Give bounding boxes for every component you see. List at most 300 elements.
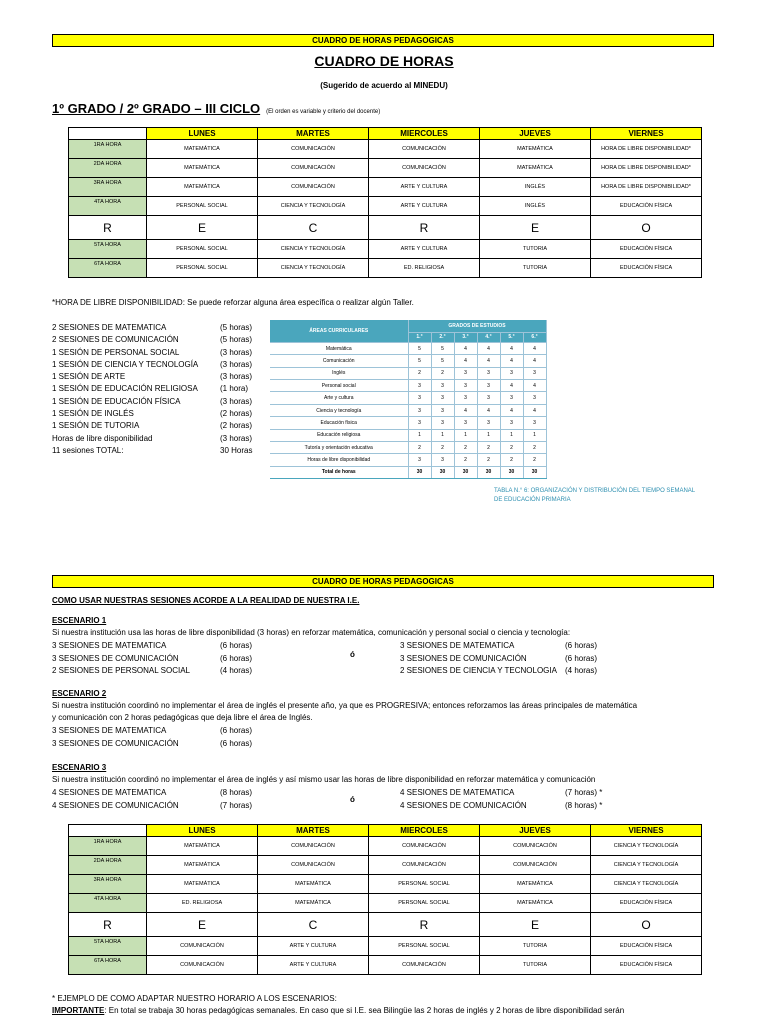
day-header: MIERCOLES <box>369 825 480 837</box>
recreo-letter: E <box>147 216 258 240</box>
subject-cell: COMUNICACIÓN <box>258 837 369 856</box>
session-label: 1 SESIÓN DE EDUCACIÓN FÍSICA <box>52 396 181 406</box>
session-hours: (5 horas) <box>220 323 253 332</box>
area-hours: 2 <box>431 442 454 454</box>
grade-header: 2.° <box>431 332 454 342</box>
session-hours: (3 horas) <box>220 396 253 406</box>
area-hours: 2 <box>477 442 500 454</box>
hour-label: 5TA HORA <box>69 937 147 956</box>
session-label: 4 SESIONES DE MATEMATICA <box>52 788 167 797</box>
session-hours: (8 horas) <box>220 788 253 797</box>
subject-cell: PERSONAL SOCIAL <box>369 937 480 956</box>
area-name: Comunicación <box>270 355 408 367</box>
subject-cell: PERSONAL SOCIAL <box>369 894 480 913</box>
subject-cell: MATEMÁTICA <box>147 875 258 894</box>
session-hours: (4 horas) <box>220 666 253 675</box>
area-hours: 3 <box>500 367 523 379</box>
scenario-2-title: ESCENARIO 2 <box>52 689 107 698</box>
recreo-letter: E <box>480 216 591 240</box>
session-label: 4 SESIONES DE MATEMATICA <box>400 788 515 797</box>
session-label: 1 SESIÓN DE CIENCIA Y TECNOLOGÍA <box>52 359 199 369</box>
area-hours: 4 <box>523 404 546 416</box>
session-row <box>52 800 262 813</box>
session-hours: (6 horas) <box>220 726 253 735</box>
total-value: 30 <box>431 466 454 478</box>
area-hours: 3 <box>454 367 477 379</box>
session-hours: (6 horas) <box>220 653 253 663</box>
area-hours: 5 <box>408 355 431 367</box>
subject-cell: EDUCACIÓN FÍSICA <box>591 240 702 259</box>
subject-cell: COMUNICACIÓN <box>258 140 369 159</box>
recreo-letter: E <box>147 913 258 937</box>
scenario-3-right <box>400 787 610 812</box>
subject-cell: MATEMÁTICA <box>147 140 258 159</box>
hour-label: 1RA HORA <box>69 140 147 159</box>
day-header: MARTES <box>258 128 369 140</box>
area-hours: 3 <box>408 454 431 466</box>
session-label: Horas de libre disponibilidad <box>52 433 153 443</box>
day-header: JUEVES <box>480 825 591 837</box>
recreo-letter: E <box>480 913 591 937</box>
scenario-3-title: ESCENARIO 3 <box>52 763 107 772</box>
session-hours: (4 horas) <box>565 666 598 675</box>
area-hours: 3 <box>477 392 500 404</box>
hour-label: 3RA HORA <box>69 178 147 197</box>
session-label: 2 SESIONES DE MATEMATICA <box>52 323 167 332</box>
header-bar-2: CUADRO DE HORAS PEDAGOGICAS <box>52 575 714 588</box>
recreo-letter: O <box>591 216 702 240</box>
areas-row <box>270 442 546 454</box>
session-hours: (5 horas) <box>220 335 253 345</box>
grade-header: 3.° <box>454 332 477 342</box>
subject-cell: HORA DE LIBRE DISPONIBILIDAD* <box>591 140 702 159</box>
total-label: Total de horas <box>270 466 408 478</box>
subject-cell: COMUNICACIÓN <box>480 856 591 875</box>
total-value: 30 <box>523 466 546 478</box>
subject-cell: TUTORIA <box>480 937 591 956</box>
session-hours: (3 horas) <box>220 347 253 357</box>
session-label: 3 SESIONES DE COMUNICACIÓN <box>52 738 179 748</box>
area-hours: 3 <box>523 417 546 429</box>
hour-label: 1RA HORA <box>69 837 147 856</box>
session-label: 2 SESIONES DE COMUNICACIÓN <box>52 335 179 345</box>
subject-cell: ED. RELIGIOSA <box>147 894 258 913</box>
hour-label: 3RA HORA <box>69 875 147 894</box>
areas-row <box>270 355 546 367</box>
session-hours: (6 horas) <box>565 641 598 650</box>
session-row <box>52 359 262 371</box>
subject-cell: PERSONAL SOCIAL <box>147 259 258 278</box>
subject-cell: MATEMÁTICA <box>258 894 369 913</box>
grade-header: 4.° <box>477 332 500 342</box>
schedule-table-1 <box>68 127 702 278</box>
area-hours: 2 <box>500 442 523 454</box>
area-hours: 4 <box>500 404 523 416</box>
schedule-corner-cell <box>69 825 147 837</box>
subject-cell: TUTORIA <box>480 956 591 975</box>
session-label: 11 sesiones TOTAL: <box>52 445 124 455</box>
page-title: CUADRO DE HORAS <box>314 53 454 69</box>
scenario-1-text: Si nuestra institución usa las horas de libre disponibilidad (3 horas) en reforzar matemática, comunicación y personal social o ciencia y tecnología: <box>52 628 571 637</box>
area-hours: 1 <box>454 429 477 441</box>
area-hours: 2 <box>477 454 500 466</box>
session-row <box>52 787 262 800</box>
session-row <box>52 334 262 346</box>
area-name: Horas de libre disponibilidad <box>270 454 408 466</box>
subject-cell: PERSONAL SOCIAL <box>147 197 258 216</box>
schedule-row <box>69 140 702 159</box>
day-header: MARTES <box>258 825 369 837</box>
important-label: IMPORTANTE <box>52 1006 105 1015</box>
area-hours: 4 <box>500 380 523 392</box>
subject-cell: CIENCIA Y TECNOLOGÍA <box>258 259 369 278</box>
schedule-row <box>69 178 702 197</box>
subject-cell: COMUNICACIÓN <box>369 837 480 856</box>
area-hours: 4 <box>477 342 500 354</box>
subject-cell: CIENCIA Y TECNOLOGÍA <box>258 197 369 216</box>
grade-header: 6.° <box>523 332 546 342</box>
hour-label: 6TA HORA <box>69 259 147 278</box>
session-label: 3 SESIONES DE MATEMATICA <box>52 641 167 650</box>
subject-cell: COMUNICACIÓN <box>258 159 369 178</box>
session-hours: (3 horas) <box>220 359 253 369</box>
subject-cell: COMUNICACIÓN <box>480 837 591 856</box>
area-hours: 3 <box>454 417 477 429</box>
or-label: ó <box>350 650 355 659</box>
areas-row <box>270 380 546 392</box>
total-value: 30 <box>477 466 500 478</box>
day-header: JUEVES <box>480 128 591 140</box>
area-hours: 2 <box>408 367 431 379</box>
area-hours: 4 <box>500 355 523 367</box>
area-name: Educación religiosa <box>270 429 408 441</box>
subject-cell: CIENCIA Y TECNOLOGÍA <box>591 837 702 856</box>
session-row <box>52 665 262 678</box>
session-hours: 30 Horas <box>220 445 253 455</box>
subject-cell: HORA DE LIBRE DISPONIBILIDAD* <box>591 178 702 197</box>
subject-cell: TUTORIA <box>480 240 591 259</box>
subject-cell: MATEMÁTICA <box>147 837 258 856</box>
session-row <box>52 347 262 359</box>
scenario-3-text: Si nuestra institución coordinó no implementar el área de inglés y así mismo usar las horas de libre disponibilidad en reforzar matemática y comunicación <box>52 775 596 784</box>
subject-cell: CIENCIA Y TECNOLOGÍA <box>591 875 702 894</box>
area-hours: 3 <box>477 417 500 429</box>
area-hours: 3 <box>408 404 431 416</box>
areas-table-caption <box>494 487 714 505</box>
subject-cell: PERSONAL SOCIAL <box>369 875 480 894</box>
area-hours: 4 <box>523 342 546 354</box>
subject-cell: ARTE Y CULTURA <box>258 937 369 956</box>
session-label: 2 SESIONES DE PERSONAL SOCIAL <box>52 666 190 675</box>
area-hours: 3 <box>431 392 454 404</box>
total-value: 30 <box>454 466 477 478</box>
area-hours: 3 <box>408 392 431 404</box>
subject-cell: COMUNICACIÓN <box>369 856 480 875</box>
session-hours: (6 horas) <box>220 641 253 650</box>
session-row <box>400 640 610 653</box>
schedule-row <box>69 259 702 278</box>
subject-cell: PERSONAL SOCIAL <box>147 240 258 259</box>
area-hours: 4 <box>454 342 477 354</box>
area-hours: 2 <box>523 454 546 466</box>
area-name: Ciencia y tecnología <box>270 404 408 416</box>
area-hours: 2 <box>454 454 477 466</box>
session-label: 1 SESIÓN DE EDUCACIÓN RELIGIOSA <box>52 384 198 394</box>
session-label: 2 SESIONES DE CIENCIA Y TECNOLOGIA <box>400 666 557 675</box>
important-text: : En total se trabaja 30 horas pedagógicas semanales. En caso que si I.E. sea Bilingüe las 2 horas de inglés y 2 horas de libre disponibilidad serán <box>104 1006 625 1015</box>
session-row <box>52 408 262 420</box>
subject-cell: ARTE Y CULTURA <box>258 956 369 975</box>
area-hours: 3 <box>408 417 431 429</box>
session-hours: (7 horas) * <box>565 788 603 797</box>
subject-cell: EDUCACIÓN FÍSICA <box>591 197 702 216</box>
session-hours: (7 horas) <box>220 800 253 810</box>
hour-label: 4TA HORA <box>69 894 147 913</box>
area-name: Tutoría y orientación educativa <box>270 442 408 454</box>
grade-label: 1º GRADO / 2º GRADO – III CICLO <box>52 101 261 116</box>
areas-row <box>270 417 546 429</box>
areas-table <box>270 320 547 479</box>
hour-label: 4TA HORA <box>69 197 147 216</box>
session-row <box>52 371 262 383</box>
area-hours: 3 <box>500 392 523 404</box>
schedule-row <box>69 159 702 178</box>
scenario-1-title: ESCENARIO 1 <box>52 616 107 625</box>
area-hours: 3 <box>431 417 454 429</box>
subject-cell: MATEMÁTICA <box>480 875 591 894</box>
area-hours: 4 <box>477 404 500 416</box>
grade-header: 1.° <box>408 332 431 342</box>
session-hours: (2 horas) <box>220 409 253 419</box>
caption-line-2: DE EDUCACIÓN PRIMARIA <box>494 497 571 503</box>
schedule-corner-cell <box>69 128 147 140</box>
areas-header-area: ÁREAS CURRICULARES <box>270 320 408 342</box>
schedule-row <box>69 875 702 894</box>
area-hours: 1 <box>523 429 546 441</box>
session-label: 4 SESIONES DE COMUNICACIÓN <box>52 800 179 810</box>
schedule-row <box>69 197 702 216</box>
day-header: LUNES <box>147 128 258 140</box>
subject-cell: CIENCIA Y TECNOLOGÍA <box>591 856 702 875</box>
session-row <box>400 665 610 678</box>
recreo-row <box>69 913 702 937</box>
subject-cell: ARTE Y CULTURA <box>369 178 480 197</box>
subject-cell: EDUCACIÓN FÍSICA <box>591 894 702 913</box>
subject-cell: MATEMÁTICA <box>480 159 591 178</box>
session-row <box>400 787 610 800</box>
schedule-row <box>69 856 702 875</box>
session-hours: (3 horas) <box>220 372 253 382</box>
scenario-2-text-1: Si nuestra institución coordinó no implementar el área de inglés el presente año, ya que es PROGRESIVA; entonces reforzamos las áreas principales de matemática <box>52 701 638 710</box>
grade-heading <box>52 101 380 116</box>
subject-cell: MATEMÁTICA <box>147 856 258 875</box>
schedule-row <box>69 837 702 856</box>
area-hours: 4 <box>454 404 477 416</box>
area-name: Inglés <box>270 367 408 379</box>
example-note: * EJEMPLO DE COMO ADAPTAR NUESTRO HORARIO A LOS ESCENARIOS: <box>52 994 337 1003</box>
schedule-header-row <box>69 825 702 837</box>
area-hours: 1 <box>431 429 454 441</box>
area-hours: 1 <box>500 429 523 441</box>
schedule-row <box>69 240 702 259</box>
subject-cell: CIENCIA Y TECNOLOGÍA <box>258 240 369 259</box>
subject-cell: COMUNICACIÓN <box>369 956 480 975</box>
grade-note: (El orden es variable y criterio del docente) <box>266 109 381 115</box>
areas-header-grades: GRADOS DE ESTUDIOS <box>408 320 546 332</box>
area-hours: 4 <box>477 355 500 367</box>
session-hours: (1 hora) <box>220 384 249 394</box>
session-label: 3 SESIONES DE COMUNICACIÓN <box>52 653 179 663</box>
area-hours: 2 <box>408 442 431 454</box>
scenario-1-right <box>400 640 610 678</box>
session-row <box>52 322 262 334</box>
area-name: Matemática <box>270 342 408 354</box>
sessions-list <box>52 322 262 457</box>
areas-row <box>270 454 546 466</box>
recreo-letter: R <box>369 216 480 240</box>
page-subtitle: (Sugerido de acuerdo al MINEDU) <box>320 81 448 90</box>
subject-cell: ARTE Y CULTURA <box>369 240 480 259</box>
subject-cell: MATEMÁTICA <box>147 178 258 197</box>
subject-cell: COMUNICACIÓN <box>258 856 369 875</box>
day-header: VIERNES <box>591 825 702 837</box>
area-hours: 3 <box>431 454 454 466</box>
session-row <box>52 420 262 432</box>
schedule-row <box>69 894 702 913</box>
session-label: 1 SESIÓN DE ARTE <box>52 372 126 382</box>
area-hours: 4 <box>523 355 546 367</box>
areas-row <box>270 367 546 379</box>
session-label: 3 SESIONES DE COMUNICACIÓN <box>400 653 527 663</box>
areas-total-row <box>270 466 546 478</box>
session-row <box>52 396 262 408</box>
area-name: Educación física <box>270 417 408 429</box>
subject-cell: ED. RELIGIOSA <box>369 259 480 278</box>
area-hours: 3 <box>454 392 477 404</box>
subject-cell: TUTORIA <box>480 259 591 278</box>
area-hours: 3 <box>454 380 477 392</box>
area-hours: 3 <box>500 417 523 429</box>
recreo-letter: C <box>258 216 369 240</box>
schedule-table-2 <box>68 824 702 975</box>
session-hours: (3 horas) <box>220 433 253 443</box>
subject-cell: COMUNICACIÓN <box>258 178 369 197</box>
session-hours: (2 horas) <box>220 421 253 431</box>
recreo-letter: R <box>69 913 147 937</box>
area-hours: 1 <box>408 429 431 441</box>
caption-line-1: TABLA N.° 6: ORGANIZACIÓN Y DISTRIBUCIÓN DEL TIEMPO SEMANAL <box>494 488 696 494</box>
subject-cell: EDUCACIÓN FÍSICA <box>591 937 702 956</box>
schedule-header-row <box>69 128 702 140</box>
area-hours: 5 <box>431 355 454 367</box>
session-hours: (6 horas) <box>220 738 253 748</box>
subject-cell: COMUNICACIÓN <box>147 956 258 975</box>
important-note <box>52 1005 624 1018</box>
area-hours: 4 <box>523 380 546 392</box>
subject-cell: ARTE Y CULTURA <box>369 197 480 216</box>
session-row <box>400 653 610 666</box>
session-label: 3 SESIONES DE MATEMATICA <box>52 726 167 735</box>
area-hours: 3 <box>523 367 546 379</box>
total-value: 30 <box>408 466 431 478</box>
session-row <box>52 738 262 751</box>
hour-label: 2DA HORA <box>69 856 147 875</box>
areas-header-row <box>270 320 546 332</box>
hour-label: 5TA HORA <box>69 240 147 259</box>
total-value: 30 <box>500 466 523 478</box>
area-hours: 5 <box>431 342 454 354</box>
subject-cell: COMUNICACIÓN <box>369 140 480 159</box>
area-hours: 3 <box>477 367 500 379</box>
subject-cell: MATEMÁTICA <box>258 875 369 894</box>
scenario-2-text-2: y comunicación con 2 horas pedagógicas que deja libre el área de Inglés. <box>52 713 313 722</box>
recreo-letter: R <box>369 913 480 937</box>
session-label: 3 SESIONES DE MATEMATICA <box>400 641 515 650</box>
subject-cell: COMUNICACIÓN <box>369 159 480 178</box>
subject-cell: COMUNICACIÓN <box>147 937 258 956</box>
recreo-letter: O <box>591 913 702 937</box>
area-hours: 4 <box>500 342 523 354</box>
schedule-row <box>69 956 702 975</box>
area-hours: 2 <box>523 442 546 454</box>
session-label: 1 SESIÓN DE TUTORIA <box>52 421 140 431</box>
or-label-2: ó <box>350 795 355 804</box>
areas-row <box>270 404 546 416</box>
area-hours: 2 <box>500 454 523 466</box>
session-label: 1 SESIÓN DE INGLÉS <box>52 409 134 419</box>
area-hours: 3 <box>523 392 546 404</box>
areas-row <box>270 429 546 441</box>
hour-label: 2DA HORA <box>69 159 147 178</box>
session-row <box>52 445 262 457</box>
subject-cell: MATEMÁTICA <box>147 159 258 178</box>
area-hours: 3 <box>477 380 500 392</box>
session-row <box>400 800 610 813</box>
free-hour-note: *HORA DE LIBRE DISPONIBILIDAD: Se puede reforzar alguna área específica o realizar algún Taller. <box>52 298 414 307</box>
grade-header: 5.° <box>500 332 523 342</box>
subject-cell: EDUCACIÓN FÍSICA <box>591 259 702 278</box>
area-hours: 3 <box>408 380 431 392</box>
subject-cell: EDUCACIÓN FÍSICA <box>591 956 702 975</box>
recreo-letter: C <box>258 913 369 937</box>
area-hours: 5 <box>408 342 431 354</box>
session-label: 4 SESIONES DE COMUNICACIÓN <box>400 800 527 810</box>
schedule-row <box>69 937 702 956</box>
areas-row <box>270 392 546 404</box>
day-header: MIERCOLES <box>369 128 480 140</box>
area-hours: 3 <box>431 380 454 392</box>
session-row <box>52 653 262 666</box>
session-hours: (8 horas) * <box>565 800 603 810</box>
recreo-row <box>69 216 702 240</box>
areas-row <box>270 342 546 354</box>
area-name: Personal social <box>270 380 408 392</box>
subject-cell: MATEMÁTICA <box>480 894 591 913</box>
subject-cell: HORA DE LIBRE DISPONIBILIDAD* <box>591 159 702 178</box>
day-header: LUNES <box>147 825 258 837</box>
session-row <box>52 433 262 445</box>
recreo-letter: R <box>69 216 147 240</box>
area-hours: 1 <box>477 429 500 441</box>
scenario-2-left <box>52 725 262 750</box>
how-to-use-heading: COMO USAR NUESTRAS SESIONES ACORDE A LA REALIDAD DE NUESTRA I.E. <box>52 596 360 605</box>
session-hours: (6 horas) <box>565 653 598 663</box>
area-hours: 3 <box>431 404 454 416</box>
session-label: 1 SESIÓN DE PERSONAL SOCIAL <box>52 347 180 357</box>
area-name: Arte y cultura <box>270 392 408 404</box>
session-row <box>52 383 262 395</box>
subject-cell: MATEMÁTICA <box>480 140 591 159</box>
